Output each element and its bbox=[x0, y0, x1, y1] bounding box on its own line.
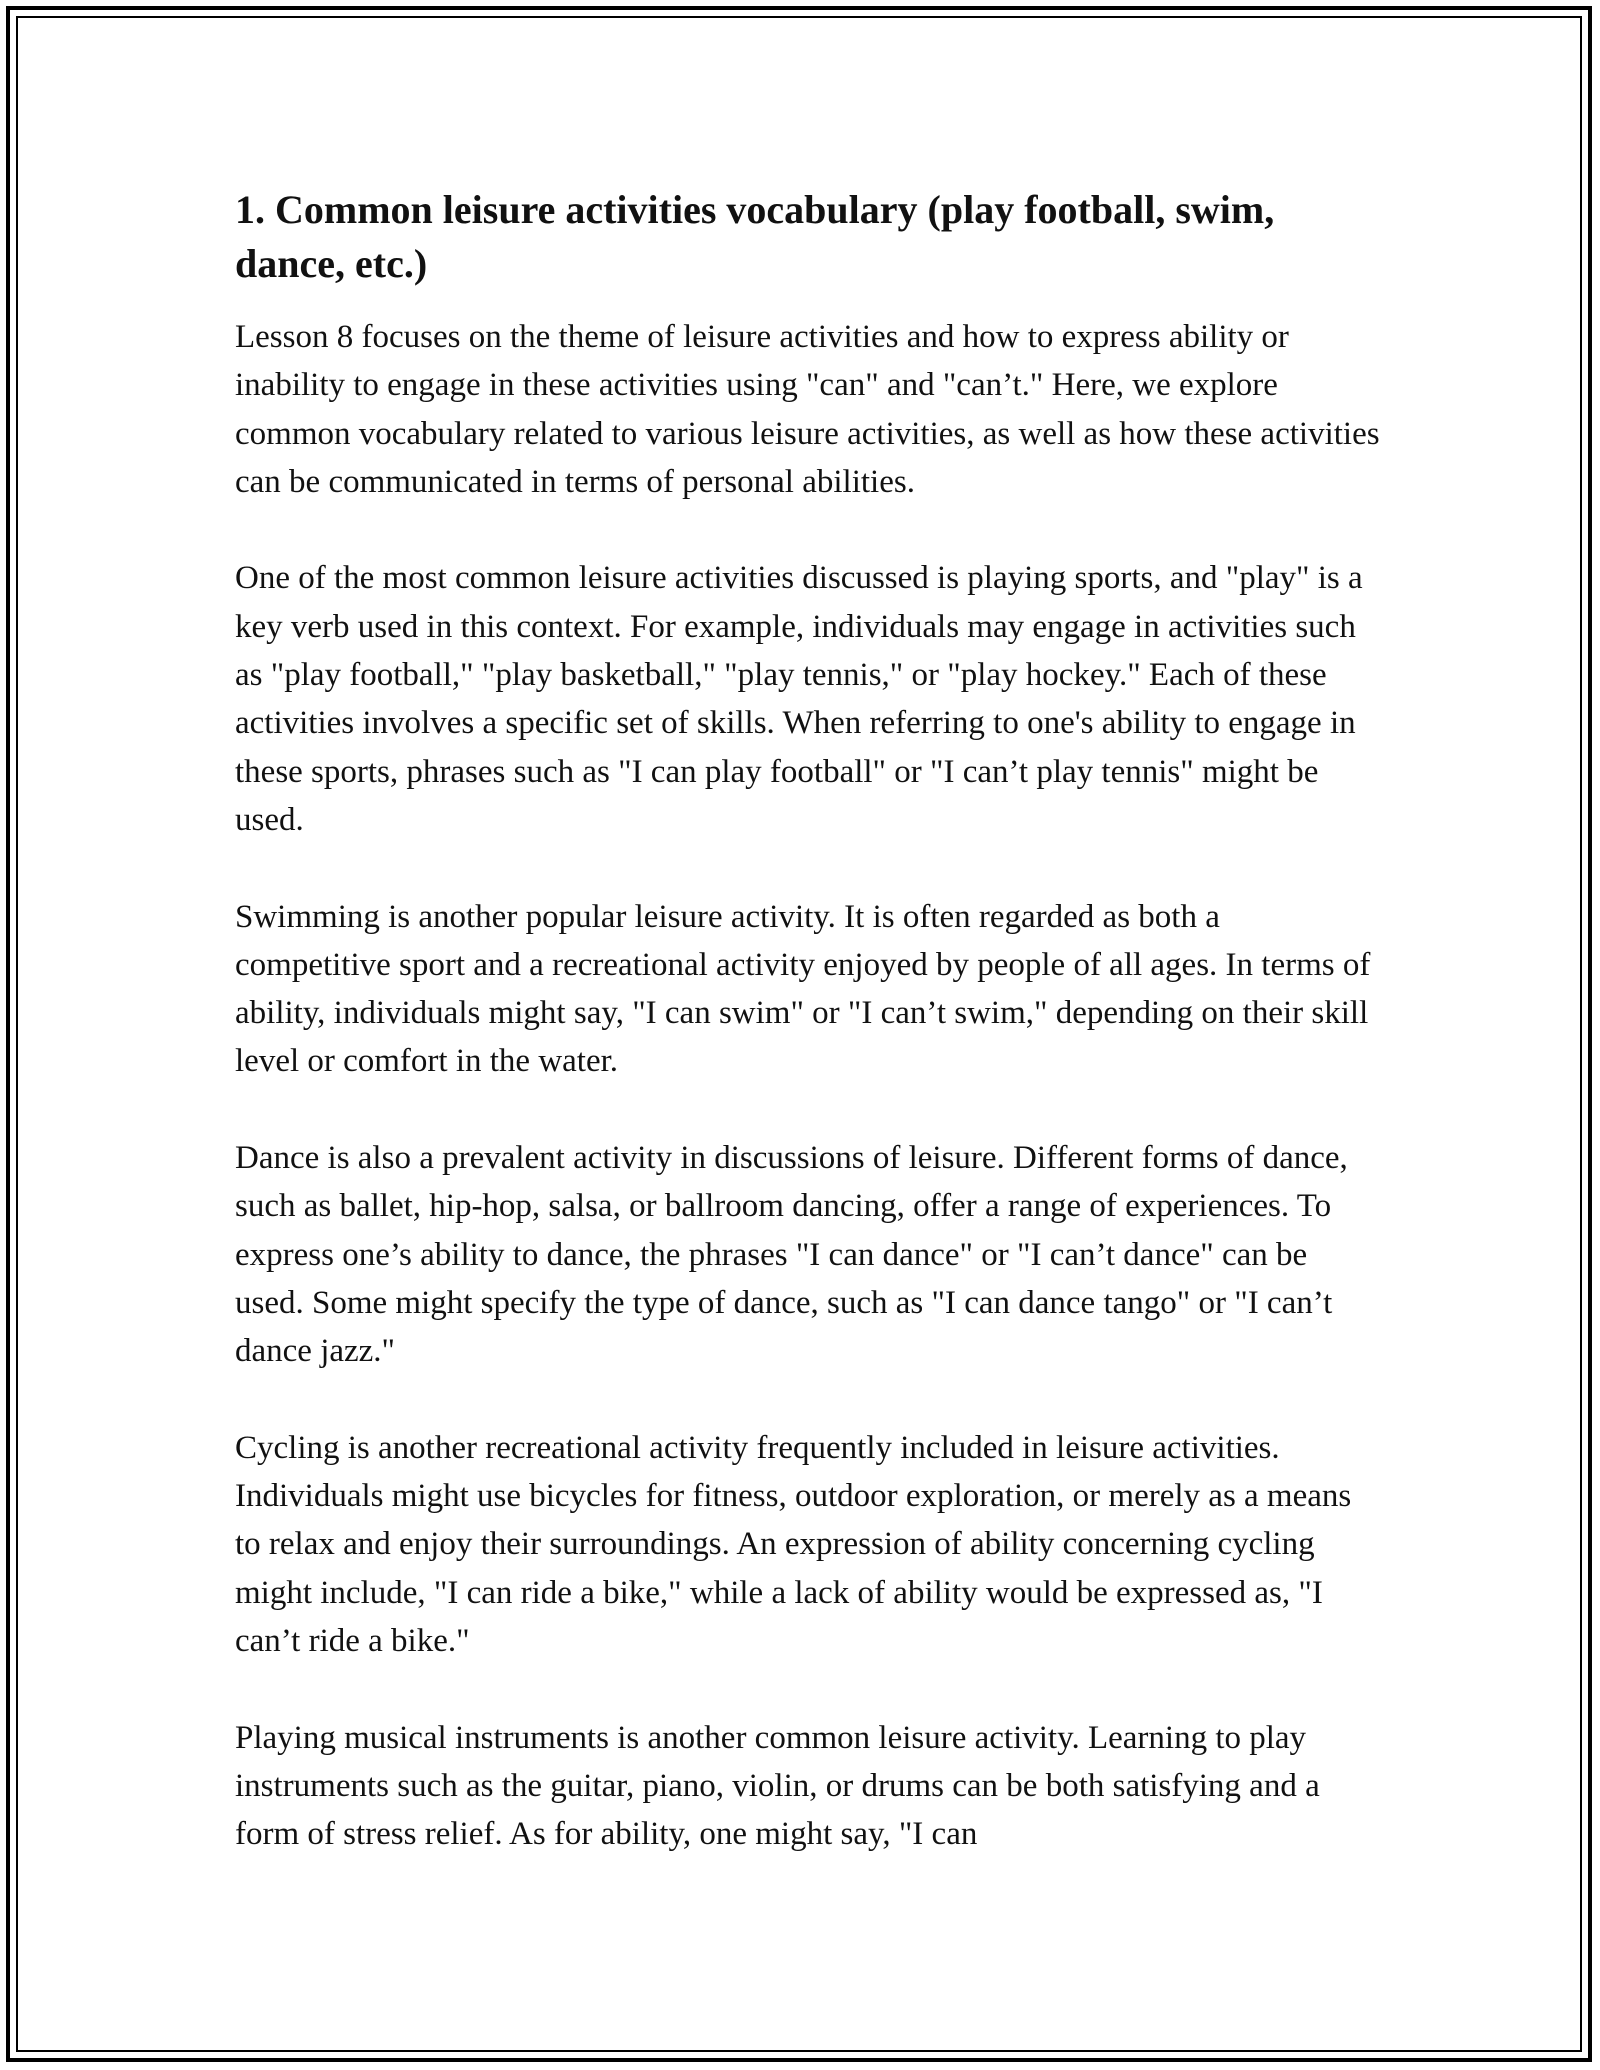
paragraph-sports: One of the most common leisure activities discussed is playing sports, and "play" is a key verb used in this context. For example, individuals may engage in activities such as "play football," "play basketball," "play tennis," or "play hockey." Each of these activities involves a specific set of skills. When referring to one's ability to engage in these sports, phrases such as "I can play football" or "I can’t play tennis" might be used. bbox=[235, 560, 1363, 838]
section-heading: 1. Common leisure activities vocabulary (play football, swim, dance, etc.) bbox=[235, 187, 1275, 286]
paragraph-music: Playing musical instruments is another common leisure activity. Learning to play instruments such as the guitar, piano, violin, or drums can be both satisfying and a form of stress relief. As for ability, one might say, "I can bbox=[235, 1719, 1320, 1853]
document-body bbox=[235, 183, 1380, 1907]
paragraph-swimming: Swimming is another popular leisure activity. It is often regarded as both a competitive sport and a recreational activity enjoyed by people of all ages. In terms of ability, individuals might say, "I can swim" or "I can’t swim," depending on their skill level or comfort in the water. bbox=[235, 898, 1371, 1080]
paragraph-dance: Dance is also a prevalent activity in discussions of leisure. Different forms of dance, such as ballet, hip-hop, salsa, or ballroom dancing, offer a range of experiences. To express one’s ability to dance, the phrases "I can dance" or "I can’t dance" can be used. Some might specify the type of dance, such as "I can dance tango" or "I can’t dance jazz." bbox=[235, 1140, 1348, 1370]
paragraph-intro: Lesson 8 focuses on the theme of leisure activities and how to express ability or inability to engage in these activities using "can" and "can’t." Here, we explore common vocabulary related to various leisure activities, as well as how these activities can be communicated in terms of personal abilities. bbox=[235, 319, 1380, 500]
paragraph-cycling: Cycling is another recreational activity frequently included in leisure activities. Individuals might use bicycles for fitness, outdoor exploration, or merely as a means to relax and enjoy their surroundings. An expression of ability concerning cycling might include, "I can ride a bike," while a lack of ability would be expressed as, "I can’t ride a bike." bbox=[235, 1429, 1352, 1660]
